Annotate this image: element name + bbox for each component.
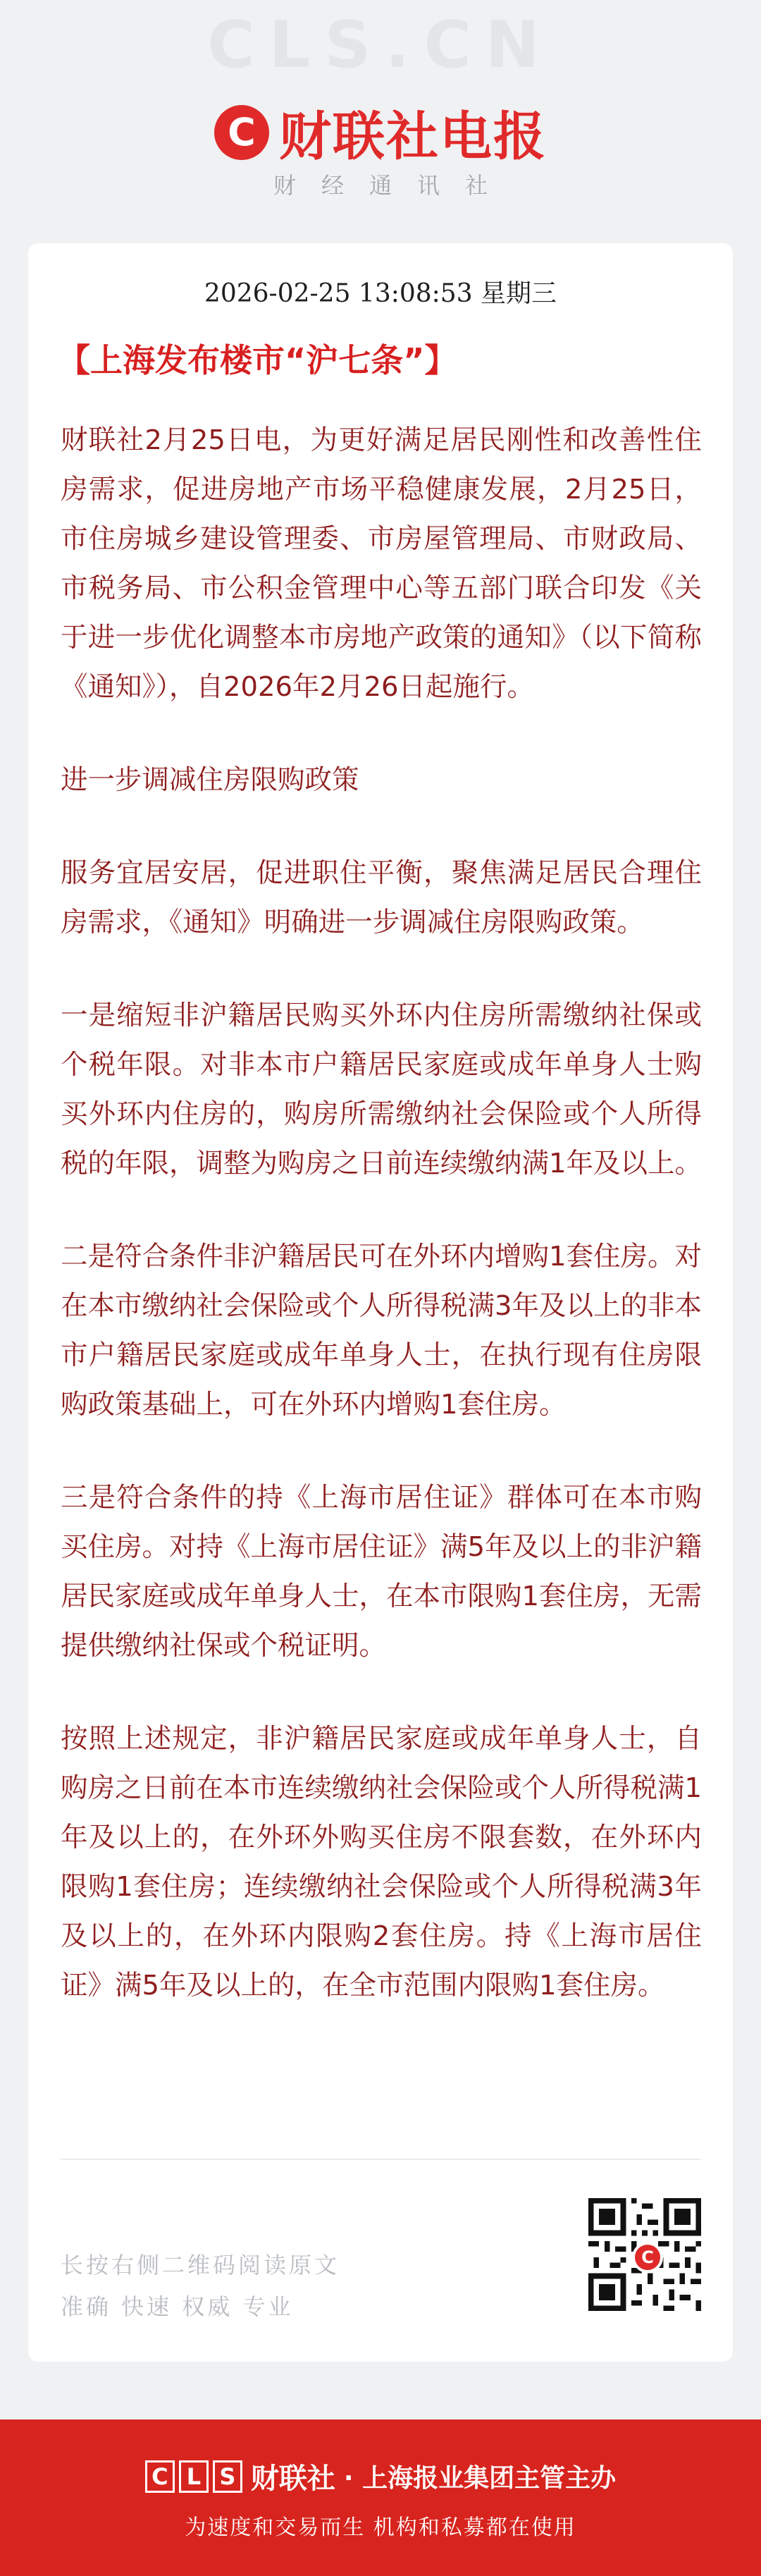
cls-letter: L bbox=[179, 2460, 209, 2493]
cls-logo-icon bbox=[214, 105, 269, 160]
article-title: 【上海发布楼市“沪七条”】 bbox=[58, 341, 457, 379]
logo-glyph: C bbox=[228, 110, 256, 154]
banner-description: · 上海报业集团主管主办 bbox=[343, 2464, 617, 2493]
article-datetime: 2026-02-25 13:08:53 星期三 bbox=[204, 279, 557, 308]
cls-letters-logo bbox=[145, 2460, 242, 2493]
cls-letter: S bbox=[213, 2460, 242, 2493]
brand-subtitle: 财经通讯社 bbox=[273, 172, 513, 199]
banner-brand-line bbox=[0, 2456, 761, 2496]
brand-header bbox=[0, 95, 761, 170]
article-body bbox=[61, 416, 702, 2054]
article-paragraph: 服务宜居安居，促进职住平衡，聚焦满足居民合理住房需求，《通知》明确进一步调减住房限购政策。 bbox=[61, 857, 702, 938]
qr-hint-text: 长按右侧二维码阅读原文 bbox=[61, 2252, 340, 2278]
header-watermark: CLS.CN bbox=[207, 7, 554, 82]
slogan-text: 准确 快速 权威 专业 bbox=[61, 2293, 294, 2320]
brand-name: 财联社电报 bbox=[279, 106, 547, 167]
cls-letter: C bbox=[145, 2460, 175, 2493]
banner-tagline: 为速度和交易而生 机构和私募都在使用 bbox=[185, 2515, 576, 2540]
article-paragraph: 按照上述规定，非沪籍居民家庭或成年单身人士，自购房之日前在本市连续缴纳社会保险或个人所得税满1年及以上的，在外环外购买住房不限套数，在外环内限购1套住房；连续缴纳社会保险或个人所得税满3年及以上的，在外环内限购2套住房。持《上海市居住证》满5年及以上的，在全市范围内限购1套住房。 bbox=[61, 1723, 702, 2001]
bottom-banner bbox=[0, 2419, 761, 2576]
article-paragraph: 财联社2月25日电，为更好满足居民刚性和改善性住房需求，促进房地产市场平稳健康发展，2月25日，市住房城乡建设管理委、市房屋管理局、市财政局、市税务局、市公积金管理中心等五部门联合印发《关于进一步优化调整本市房地产政策的通知》（以下简称《通知》），自2026年2月26日起施行。 bbox=[61, 424, 702, 703]
article-paragraph: 一是缩短非沪籍居民购买外环内住房所需缴纳社保或个税年限。对非本市户籍居民家庭或成年单身人士购买外环内住房的，购房所需缴纳社会保险或个人所得税的年限，调整为购房之日前连续缴纳满1年及以上。 bbox=[61, 1000, 702, 1179]
banner-brand-name: 财联社 bbox=[250, 2462, 335, 2495]
article-paragraph: 进一步调减住房限购政策 bbox=[61, 764, 359, 796]
article-paragraph: 二是符合条件非沪籍居民可在外环内增购1套住房。对在本市缴纳社会保险或个人所得税满3年及以上的非本市户籍居民家庭或成年单身人士，在执行现有住房限购政策基础上，可在外环内增购1套住房。 bbox=[61, 1241, 702, 1421]
qr-logo-icon: C bbox=[632, 2242, 663, 2273]
qr-code[interactable] bbox=[588, 2198, 701, 2311]
article-paragraph: 三是符合条件的持《上海市居住证》群体可在本市购买住房。对持《上海市居住证》满5年及以上的非沪籍居民家庭或成年单身人士，在本市限购1套住房，无需提供缴纳社保或个税证明。 bbox=[61, 1482, 702, 1662]
footer-divider bbox=[61, 2159, 700, 2160]
